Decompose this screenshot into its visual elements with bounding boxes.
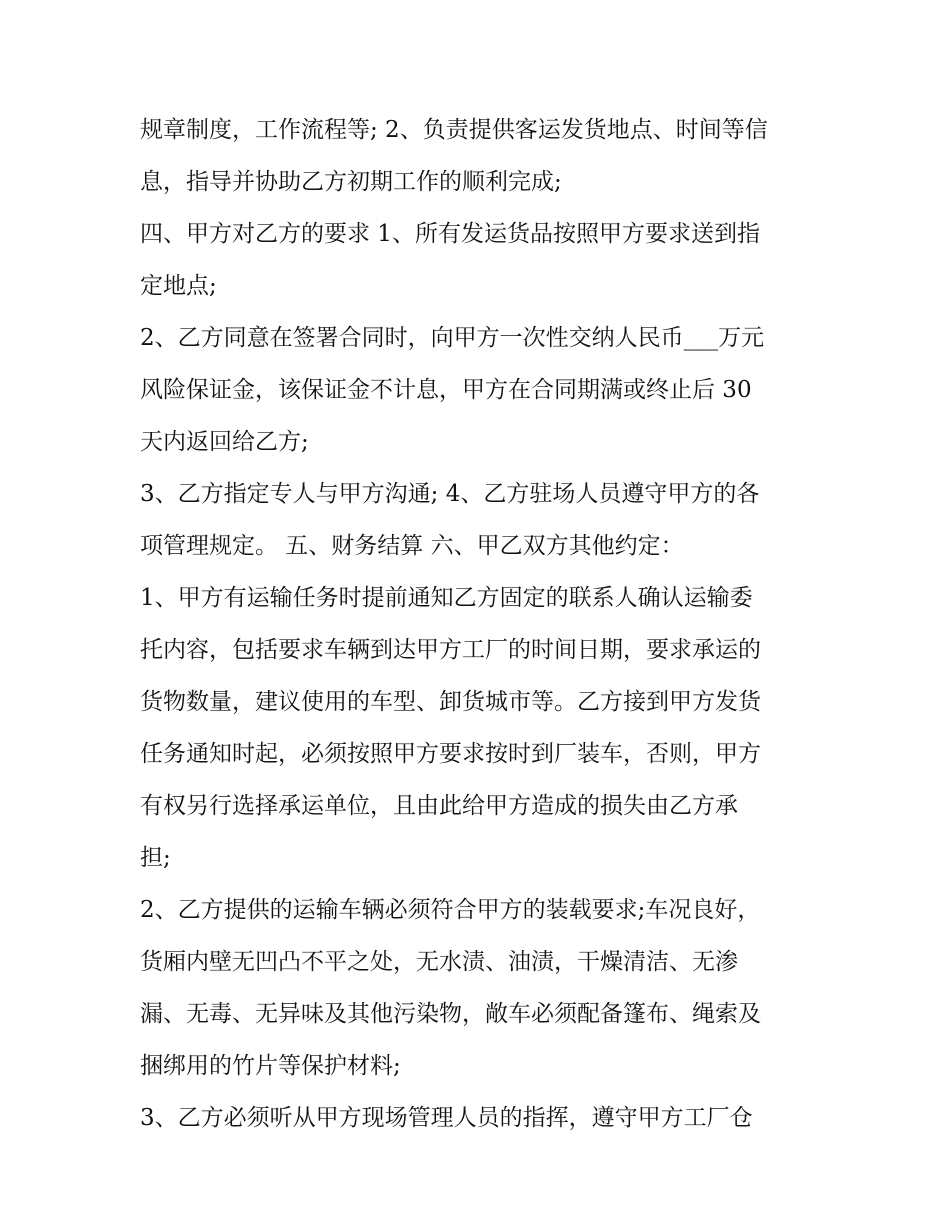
text-line: 规章制度，工作流程等; 2、负责提供客运发货地点、时间等信 <box>140 117 768 143</box>
text-line: 1、甲方有运输任务时提前通知乙方固定的联系人确认运输委 <box>140 585 753 611</box>
text-line: 担; <box>140 845 171 871</box>
text-line: 2、乙方同意在签署合同时，向甲方一次性交纳人民币___万元 <box>140 325 765 351</box>
text-line: 息，指导并协助乙方初期工作的顺利完成; <box>140 169 562 195</box>
contract-text <box>140 104 820 1144</box>
text-line: 天内返回给乙方; <box>140 429 309 455</box>
text-line: 项管理规定。 五、财务结算 六、甲乙双方其他约定： <box>140 533 684 559</box>
text-line: 风险保证金，该保证金不计息，甲方在合同期满或终止后 30 <box>140 377 752 403</box>
text-line: 3、乙方必须听从甲方现场管理人员的指挥，遵守甲方工厂仓 <box>140 1105 753 1131</box>
text-line: 2、乙方提供的运输车辆必须符合甲方的装载要求;车况良好， <box>140 897 761 923</box>
text-line: 四、甲方对乙方的要求 1、所有发运货品按照甲方要求送到指 <box>140 221 760 247</box>
text-line: 货物数量，建议使用的车型、卸货城市等。乙方接到甲方发货 <box>140 689 761 715</box>
text-line: 定地点; <box>140 273 217 299</box>
text-line: 3、乙方指定专人与甲方沟通; 4、乙方驻场人员遵守甲方的各 <box>140 481 760 507</box>
text-line: 漏、无毒、无异味及其他污染物，敞车必须配备篷布、绳索及 <box>140 1001 761 1027</box>
text-line: 有权另行选择承运单位，且由此给甲方造成的损失由乙方承 <box>140 793 738 819</box>
text-line: 任务通知时起，必须按照甲方要求按时到厂装车，否则，甲方 <box>140 741 761 767</box>
text-line: 托内容，包括要求车辆到达甲方工厂的时间日期，要求承运的 <box>140 637 761 663</box>
text-line: 货厢内壁无凹凸不平之处，无水渍、油渍，干燥清洁、无渗 <box>140 949 738 975</box>
text-line: 捆绑用的竹片等保护材料; <box>140 1053 401 1079</box>
